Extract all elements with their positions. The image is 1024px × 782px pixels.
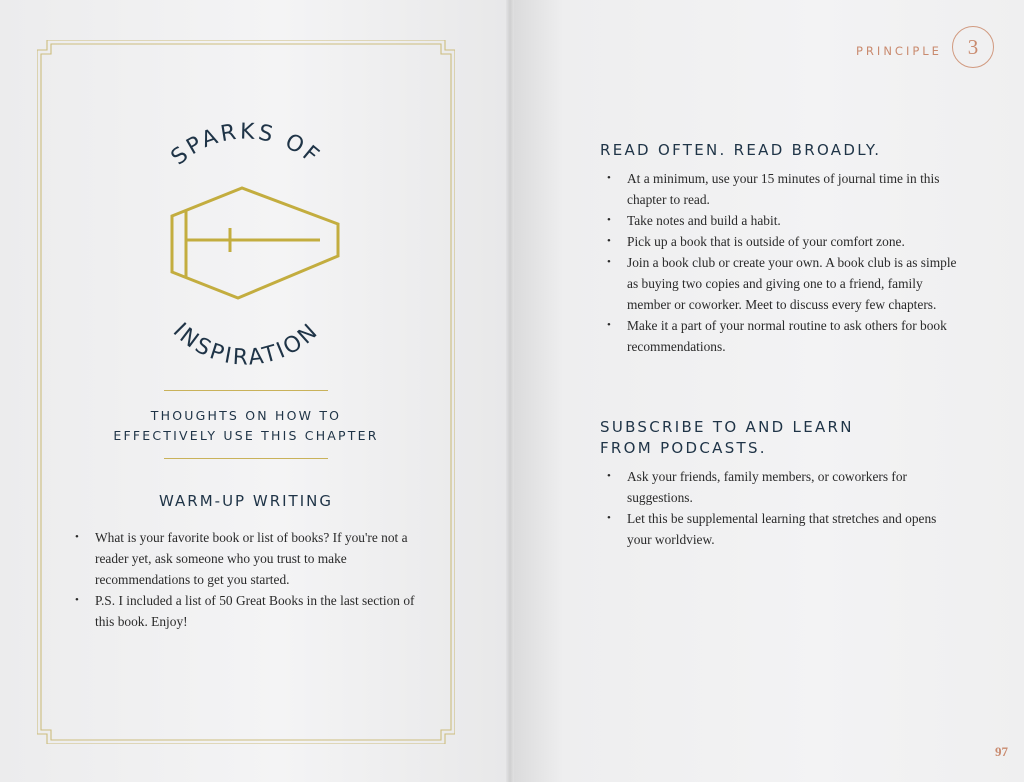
emblem-top-text: SPARKS OF	[166, 120, 326, 171]
podcasts-heading-line-2: FROM PODCASTS.	[600, 439, 767, 457]
section-heading-podcasts	[600, 417, 854, 459]
list-item: • Let this be supplemental learning that stretches and opens your worldview.	[605, 508, 961, 550]
warmup-list	[73, 527, 419, 632]
principle-number-badge: 3	[952, 26, 994, 68]
principle-label: PRINCIPLE	[856, 44, 942, 58]
section-heading-read: READ OFTEN. READ BROADLY.	[600, 141, 882, 159]
sparks-of-inspiration-emblem	[120, 120, 370, 370]
book-gutter	[506, 0, 514, 782]
divider-top	[164, 390, 328, 391]
podcasts-list	[605, 466, 961, 550]
list-item: • Join a book club or create your own. A book club is as simple as buying two copies and giving one to a friend, family member or coworker. Meet to discuss every few chapters.	[605, 252, 961, 315]
list-item: • Take notes and build a habit.	[605, 210, 961, 231]
list-item: • Ask your friends, family members, or coworkers for suggestions.	[605, 466, 961, 508]
warmup-heading: WARM-UP WRITING	[159, 492, 333, 510]
list-item: • P.S. I included a list of 50 Great Books in the last section of this book. Enjoy!	[73, 590, 419, 632]
list-item: • Pick up a book that is outside of your comfort zone.	[605, 231, 961, 252]
emblem-bottom-text: INSPIRATION	[167, 318, 325, 370]
pen-nib-icon	[172, 188, 338, 298]
podcasts-heading-line-1: SUBSCRIBE TO AND LEARN	[600, 418, 854, 436]
thoughts-heading	[80, 406, 412, 446]
divider-bottom	[164, 458, 328, 459]
thoughts-line-1: THOUGHTS ON HOW TO	[150, 408, 342, 423]
right-page	[512, 0, 1024, 782]
thoughts-line-2: EFFECTIVELY USE THIS CHAPTER	[113, 428, 379, 443]
list-item: • Make it a part of your normal routine to ask others for book recommendations.	[605, 315, 961, 357]
read-list	[605, 168, 961, 357]
list-item: • What is your favorite book or list of books? If you're not a reader yet, ask someone who you trust to make recommendations to get you started.	[73, 527, 419, 590]
list-item: • At a minimum, use your 15 minutes of journal time in this chapter to read.	[605, 168, 961, 210]
page-number: 97	[995, 744, 1008, 759]
